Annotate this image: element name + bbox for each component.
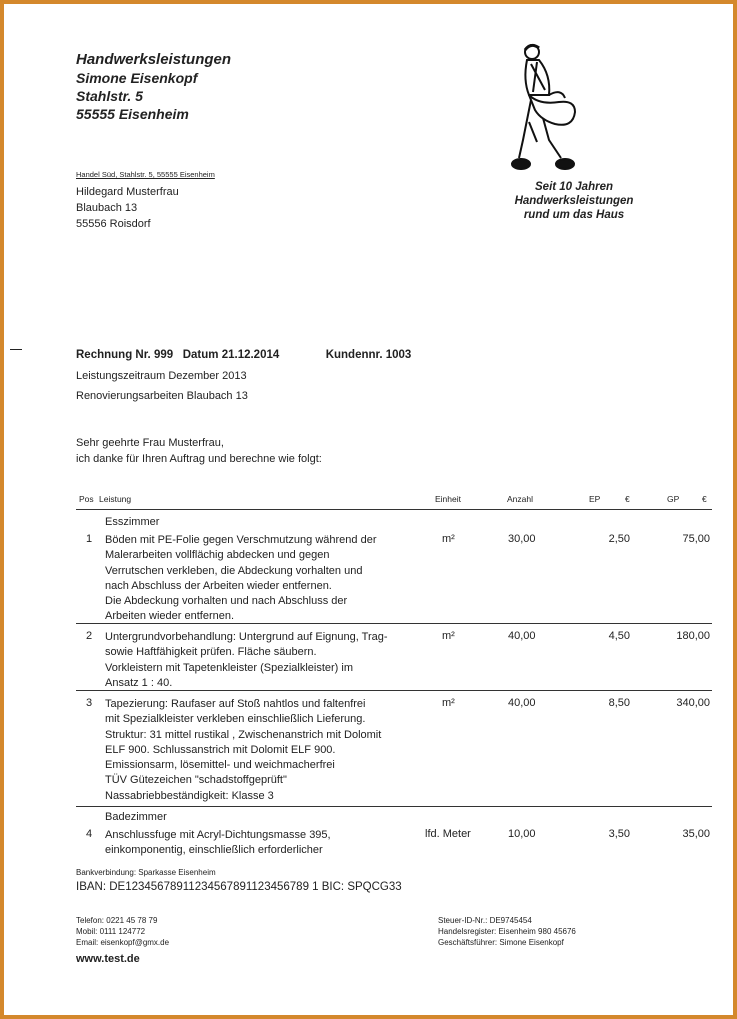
col-header-ep-currency: € xyxy=(625,494,630,504)
customer-number: Kundennr. 1003 xyxy=(325,349,412,361)
invoice-number: Rechnung Nr. 999 xyxy=(76,349,174,361)
salutation: Sehr geehrte Frau Musterfrau, xyxy=(76,437,224,449)
invoice-header xyxy=(76,349,411,361)
description-line: Emissionsarm, lösemittel- und weichmacherfrei xyxy=(105,759,335,772)
row-total-price: 35,00 xyxy=(682,828,710,840)
footer-contact xyxy=(76,915,169,948)
description-line: Die Abdeckung vorhalten und nach Abschluss der xyxy=(105,595,348,608)
col-header-anzahl: Anzahl xyxy=(507,494,533,504)
recipient-name: Hildegard Musterfrau xyxy=(76,186,179,198)
row-unit-price: 8,50 xyxy=(608,697,630,709)
slogan xyxy=(494,180,654,222)
slogan-line: Handwerksleistungen xyxy=(514,195,634,207)
row-pos: 4 xyxy=(86,828,93,840)
description-line: Böden mit PE-Folie gegen Verschmutzung während der xyxy=(105,534,377,546)
row-unit: m² xyxy=(442,533,455,545)
intro-text: ich danke für Ihren Auftrag und berechne wie folgt: xyxy=(76,453,322,465)
company-city: 55555 Eisenheim xyxy=(76,106,189,122)
row-total-price: 180,00 xyxy=(676,630,710,642)
table-header-rule xyxy=(76,509,712,510)
company-block xyxy=(76,51,231,123)
col-header-gp: GP xyxy=(667,494,680,504)
row-unit-price: 2,50 xyxy=(608,533,630,545)
row-quantity: 30,00 xyxy=(508,533,536,545)
slogan-line: rund um das Haus xyxy=(523,209,625,221)
service-period: Leistungszeitraum Dezember 2013 xyxy=(76,370,247,382)
description-line: einkomponentig, einschließlich erforderlicher xyxy=(105,844,323,857)
description-line: sowie Haftfähigkeit prüfen. Fläche säubern. xyxy=(105,646,317,659)
footer-register: Handelsregister: Eisenheim 980 45676 xyxy=(438,927,576,936)
footer-legal xyxy=(438,915,576,948)
row-pos: 3 xyxy=(86,697,93,709)
bank-label: Bankverbindung: Sparkasse Eisenheim xyxy=(76,868,216,877)
col-header-gp-currency: € xyxy=(702,494,707,504)
footer-phone: Telefon: 0221 45 78 79 xyxy=(76,916,158,925)
row-description xyxy=(105,697,381,804)
col-header-pos: Pos xyxy=(79,494,94,504)
footer-mobile: Mobil: 0111 124772 xyxy=(76,927,146,936)
row-description xyxy=(105,828,331,859)
description-line: Ansatz 1 : 40. xyxy=(105,676,173,689)
description-line: Tapezierung: Raufaser auf Stoß nahtlos und faltenfrei xyxy=(105,698,366,710)
company-owner: Simone Eisenkopf xyxy=(76,70,198,86)
description-line: Vorkleistern mit Tapetenkleister (Spezialkleister) im xyxy=(105,661,353,674)
project-title: Renovierungsarbeiten Blaubach 13 xyxy=(76,390,248,402)
row-pos: 1 xyxy=(86,533,93,545)
recipient-city: 55556 Roisdorf xyxy=(76,218,151,230)
section-heading: Esszimmer xyxy=(105,516,160,528)
row-quantity: 40,00 xyxy=(508,630,536,642)
row-unit: m² xyxy=(442,697,455,709)
invoice-page xyxy=(4,4,733,1015)
col-header-einheit: Einheit xyxy=(435,494,461,504)
row-separator xyxy=(76,623,712,624)
section-heading: Badezimmer xyxy=(105,811,167,823)
company-street: Stahlstr. 5 xyxy=(76,88,143,104)
company-name: Handwerksleistungen xyxy=(76,51,232,68)
row-description xyxy=(105,533,377,625)
row-separator xyxy=(76,806,712,807)
description-line: Nassabriebbeständigkeit: Klasse 3 xyxy=(105,789,274,802)
row-total-price: 340,00 xyxy=(676,697,710,709)
description-line: Verrutschen verkleben, die Abdeckung vorhalten und xyxy=(105,564,363,577)
recipient-street: Blaubach 13 xyxy=(76,202,138,214)
col-header-leistung: Leistung xyxy=(99,494,132,504)
row-quantity: 10,00 xyxy=(508,828,536,840)
description-line: nach Abschluss der Arbeiten wieder entfernen. xyxy=(105,579,332,592)
row-pos: 2 xyxy=(86,630,93,642)
row-unit-price: 4,50 xyxy=(608,630,630,642)
description-line: Struktur: 31 mittel rustikal , Zwischenanstrich mit Dolomit xyxy=(105,728,382,741)
description-line: Malerarbeiten vollflächig abdecken und gegen xyxy=(105,549,330,562)
row-unit: lfd. Meter xyxy=(425,828,471,840)
row-total-price: 75,00 xyxy=(682,533,710,545)
slogan-line: Seit 10 Jahren xyxy=(535,181,613,193)
sender-line: Handel Süd, Stahlstr. 5, 55555 Eisenheim xyxy=(76,170,215,179)
iban-line: IBAN: DE12345678911234567891123456789 1 BIC: SPQCG33 xyxy=(76,881,402,893)
description-line: Untergrundvorbehandlung: Untergrund auf Eignung, Trag- xyxy=(105,631,388,643)
footer-manager: Geschäftsführer: Simone Eisenkopf xyxy=(438,938,564,947)
col-header-ep: EP xyxy=(589,494,601,504)
row-unit: m² xyxy=(442,630,455,642)
row-unit-price: 3,50 xyxy=(608,828,630,840)
invoice-date: Datum 21.12.2014 xyxy=(182,349,280,361)
footer-tax-id: Steuer-ID-Nr.: DE9745454 xyxy=(438,916,532,925)
description-line: ELF 900. Schlussanstrich mit Dolomit ELF 900. xyxy=(105,743,336,756)
craftsman-cartoon-icon xyxy=(509,40,589,175)
website-link[interactable]: www.test.de xyxy=(76,953,140,965)
row-description xyxy=(105,630,388,691)
greeting xyxy=(76,435,322,467)
fold-mark xyxy=(10,349,22,350)
description-line: Arbeiten wieder entfernen. xyxy=(105,610,235,623)
recipient-address xyxy=(76,184,179,232)
row-quantity: 40,00 xyxy=(508,697,536,709)
footer-email: Email: eisenkopf@gmx.de xyxy=(76,938,170,947)
description-line: mit Spezialkleister verkleben einschließlich Lieferung. xyxy=(105,713,366,726)
description-line: Anschlussfuge mit Acryl-Dichtungsmasse 395, xyxy=(105,829,331,841)
description-line: TÜV Gütezeichen "schadstoffgeprüft" xyxy=(105,774,287,787)
row-separator xyxy=(76,690,712,691)
